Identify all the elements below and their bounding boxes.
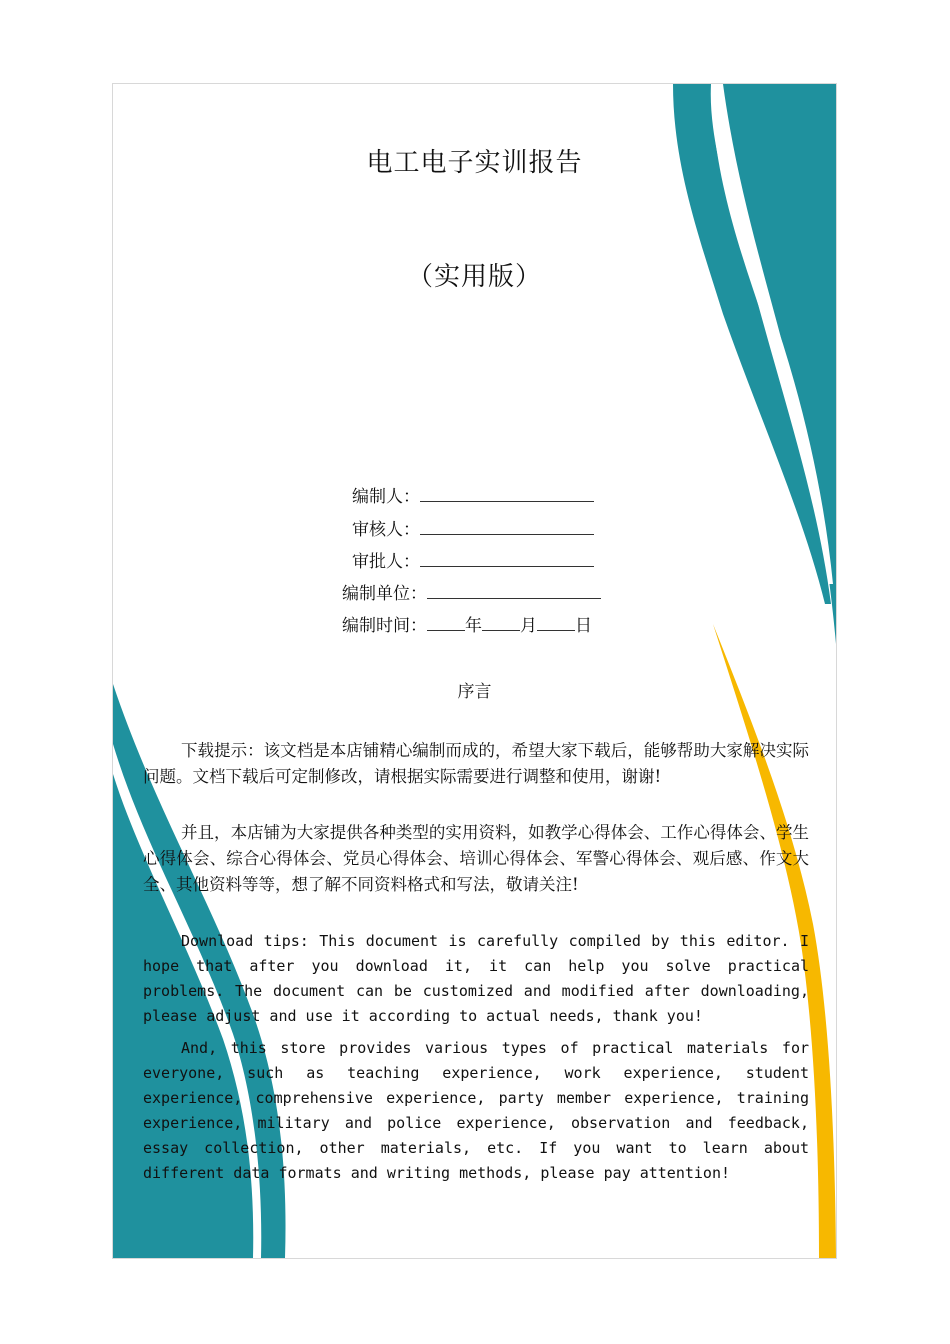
month-blank [482,612,520,631]
paragraph-en-1: Download tips: This document is carefully compiled by this editor. I hope that after you download it, it can help you solve practical problems. The document can be customized and modified after downloading, please adjust and use it according to actual needs, thank you! [143,932,809,1025]
time-row [342,611,592,637]
compiler-blank [420,483,594,502]
paragraph-en-1-block [143,929,809,1029]
compiler-label: 编制人： [352,487,420,507]
document-subtitle: （实用版） [406,262,542,292]
month-label: 月 [520,616,537,636]
compiler-row [352,482,594,508]
year-blank [427,612,465,631]
paragraph-cn-2-block [143,820,809,898]
time-label: 编制时间： [342,616,427,636]
unit-label: 编制单位： [342,584,427,604]
approver-label: 审批人： [352,552,420,572]
unit-blank [427,580,601,599]
approver-row [352,547,594,573]
year-label: 年 [465,616,482,636]
paragraph-cn-2: 并且，本店铺为大家提供各种类型的实用资料，如教学心得体会、工作心得体会、学生心得体会、综合心得体会、党员心得体会、培训心得体会、军警心得体会、观后感、作文大全、其他资料等等，想了解不同资料格式和写法，敬请关注! [143,823,809,894]
reviewer-label: 审核人： [352,520,420,540]
day-blank [537,612,575,631]
document-title: 电工电子实训报告 [366,148,583,178]
paragraph-cn-1: 下载提示：该文档是本店铺精心编制而成的，希望大家下载后，能够帮助大家解决实际问题。文档下载后可定制修改，请根据实际需要进行调整和使用，谢谢! [143,741,809,786]
preface-title: 序言 [457,682,492,702]
day-label: 日 [575,616,592,636]
reviewer-blank [420,516,594,535]
reviewer-row [352,515,594,541]
paragraph-cn-1-block [143,738,809,790]
unit-row [342,579,601,605]
paragraph-en-2-block [143,1036,809,1186]
document-page [112,83,837,1259]
approver-blank [420,548,594,567]
paragraph-en-2: And, this store provides various types of practical materials for everyone, such as teaching experience, work experience, student experience, comprehensive experience, party member experience, training experience, military and police experience, observation and feedback, essay collection, other materials, etc. If you want to learn about different data formats and writing methods, please pay attention! [143,1039,809,1182]
